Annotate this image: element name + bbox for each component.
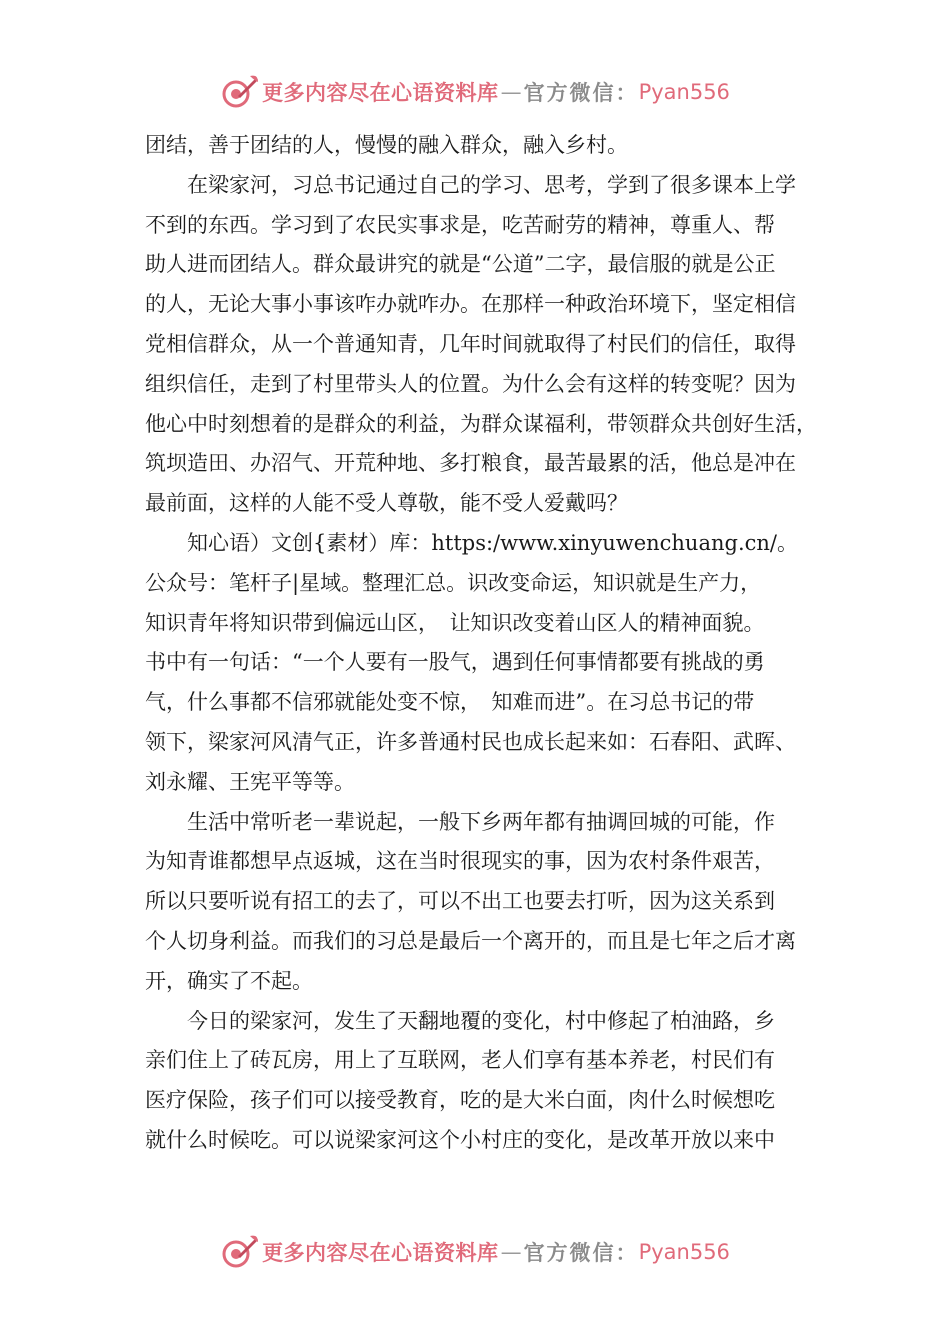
text-line: 组织信任，走到了村里带头人的位置。为什么会有这样的转变呢？因为 [145,371,796,396]
text-line: 为知青谁都想早点返城，这在当时很现实的事，因为农村条件艰苦， [145,849,775,874]
footer-banner [0,1232,950,1272]
text-line: 党相信群众，从一个普通知青，几年时间就取得了村民们的信任，取得 [145,331,796,356]
quill-logo-icon [220,1234,260,1270]
text-line: 他心中时刻想着的是群众的利益，为群众谋福利，带领群众共创好生活， [145,411,817,436]
text-line: 筑坝造田、办沼气、开荒种地、多打粮食，最苦最累的活，他总是冲在 [145,451,796,476]
text-line: 生活中常听老一辈说起，一般下乡两年都有抽调回城的可能，作 [145,809,775,834]
banner-wechat-id: Pyan556 [638,80,730,104]
text-line: 助人进而团结人。群众最讲究的就是“公道”二字，最信服的就是公正 [145,252,776,277]
text-line: 亲们住上了砖瓦房，用上了互联网，老人们享有基本养老，村民们有 [145,1048,775,1073]
banner-wechat-id: Pyan556 [638,1240,730,1264]
text-line: 最前面，这样的人能不受人尊敬，能不受人爱戴吗？ [145,491,628,516]
banner-main-text: 更多内容尽在心语资料库 [262,1241,499,1265]
text-line: 不到的东西。学习到了农民实事求是，吃苦耐劳的精神，尊重人、帮 [145,212,775,237]
text-line: 知心语）文创{素材）库：https:/www.xinyuwenchuang.cn/。 [145,530,798,555]
text-line: 就什么时候吃。可以说梁家河这个小村庄的变化，是改革开放以来中 [145,1127,775,1152]
banner-wechat-label: 官方微信： [523,1241,639,1265]
text-line: 领下，梁家河风清气正，许多普通村民也成长起来如：石春阳、武晖、 [145,729,796,754]
text-line: 个人切身利益。而我们的习总是最后一个离开的，而且是七年之后才离 [145,928,796,953]
text-line: 公众号：笔杆子|星域。整理汇总。识改变命运，知识就是生产力， [145,570,762,595]
quill-logo-icon [220,74,260,110]
text-line: 团结，善于团结的人，慢慢的融入群众，融入乡村。 [145,133,628,157]
text-line: 刘永耀、王宪平等等。 [145,769,355,794]
header-banner [0,72,950,112]
banner-separator: — [500,80,522,104]
banner-main-text: 更多内容尽在心语资料库 [262,81,499,105]
text-line: 今日的梁家河，发生了天翻地覆的变化，村中修起了柏油路，乡 [145,1008,775,1033]
text-line: 所以只要听说有招工的去了，可以不出工也要去打听，因为这关系到 [145,889,775,914]
banner-wechat-label: 官方微信： [523,81,639,105]
text-line: 知识青年将知识带到偏远山区， 让知识改变着山区人的精神面貌。 [145,610,765,635]
text-line: 气，什么事都不信邪就能处变不惊， 知难而进”。在习总书记的带 [145,690,755,715]
text-line: 医疗保险，孩子们可以接受教育，吃的是大米白面，肉什么时候想吃 [145,1088,775,1113]
text-line: 开，确实了不起。 [145,968,313,993]
banner-separator: — [500,1240,522,1264]
text-line: 书中有一句话：“一个人要有一股气，遇到任何事情都要有挑战的勇 [145,650,765,675]
text-line: 在梁家河，习总书记通过自己的学习、思考，学到了很多课本上学 [145,172,796,197]
article-body [145,126,835,1161]
text-line: 的人，无论大事小事该咋办就咋办。在那样一种政治环境下，坚定相信 [145,292,796,317]
